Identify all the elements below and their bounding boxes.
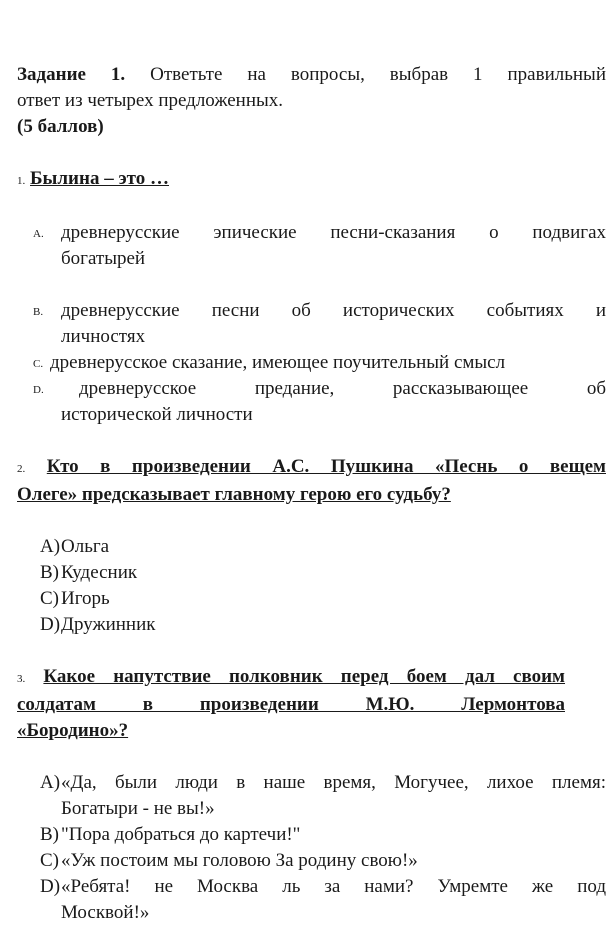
q2-option-c-letter: C) <box>40 588 59 609</box>
question-2-line1: 2. Кто в произведении А.С. Пушкина «Песнь о вещем <box>17 456 606 477</box>
q1-option-d-letter: D. <box>33 384 44 396</box>
q3-option-a-line1: «Да, были люди в наше время, Могучее, лихое племя: <box>61 772 606 793</box>
question-2-line2: Олеге» предсказывает главному герою его судьбу? <box>17 484 451 505</box>
q3-option-d-line2: Москвой!» <box>61 902 150 923</box>
q1-option-a-letter: A. <box>33 228 44 240</box>
q3-option-a-letter: A) <box>40 772 61 793</box>
question-1-number: 1. <box>17 175 26 187</box>
question-3-line3: «Бородино»? <box>17 720 129 741</box>
q3-option-d-letter: D) <box>40 876 61 897</box>
q3-option-a-line2: Богатыри - не вы!» <box>61 798 215 819</box>
question-3-number: 3. <box>17 673 26 685</box>
task-instruction-line2: ответ из четырех предложенных. <box>17 90 283 111</box>
q3-option-d-line1: «Ребята! не Москва ль за нами? Умремте же под <box>61 876 606 897</box>
task-title: Задание 1. <box>17 64 126 85</box>
q1-option-a <box>17 220 606 272</box>
q2-option-b: B) Кудесник <box>17 560 606 586</box>
q1-option-b-line2: личностях <box>61 326 146 347</box>
question-2-number: 2. <box>17 463 26 475</box>
q3-option-b <box>17 822 606 848</box>
question-3-line2: солдатам в произведении М.Ю. Лермонтова <box>17 694 565 715</box>
q2-option-b-letter: B) <box>40 562 59 583</box>
q3-option-b-line1: "Пора добраться до картечи!" <box>61 824 301 845</box>
q1-option-d <box>17 376 606 428</box>
q2-option-d-letter: D) <box>40 614 61 635</box>
q2-option-a-letter: A) <box>40 536 61 557</box>
q1-option-b <box>17 298 606 350</box>
question-1 <box>17 166 606 194</box>
q1-option-a-line1: древнерусские эпические песни-сказания о подвигах <box>61 222 606 243</box>
q3-option-b-letter: B) <box>40 824 59 845</box>
q3-option-c <box>17 848 606 874</box>
q3-option-d <box>17 874 606 926</box>
q1-option-b-letter: B. <box>33 306 44 318</box>
q2-option-a: A) Ольга <box>17 534 606 560</box>
question-3-line1: 3. Какое напутствие полковник перед боем дал своим <box>17 666 566 687</box>
q1-option-c-line1: древнерусское сказание, имеющее поучительный смысл <box>50 352 506 373</box>
q3-option-a <box>17 770 606 822</box>
q1-option-c-letter: C. <box>33 358 44 370</box>
q3-option-c-letter: C) <box>40 850 59 871</box>
q1-option-d-line1: древнерусское предание, рассказывающее об <box>79 378 606 399</box>
task-points: (5 баллов) <box>17 116 104 137</box>
q2-option-c: C) Игорь <box>17 586 606 612</box>
q3-option-c-line1: «Уж постоим мы головою За родину свою!» <box>61 850 418 871</box>
q1-option-b-line1: древнерусские песни об исторических событиях и <box>61 300 606 321</box>
q1-option-d-line2: исторической личности <box>61 404 253 425</box>
task-instruction-line1: Задание 1. Ответьте на вопросы, выбрав 1 правильный <box>17 64 606 85</box>
worksheet <box>17 62 606 926</box>
q2-option-d: D) Дружинник <box>17 612 606 638</box>
q1-option-c <box>17 350 606 376</box>
question-3 <box>17 664 565 744</box>
q1-option-a-line2: богатырей <box>61 248 146 269</box>
question-1-text: Былина – это … <box>30 168 169 189</box>
